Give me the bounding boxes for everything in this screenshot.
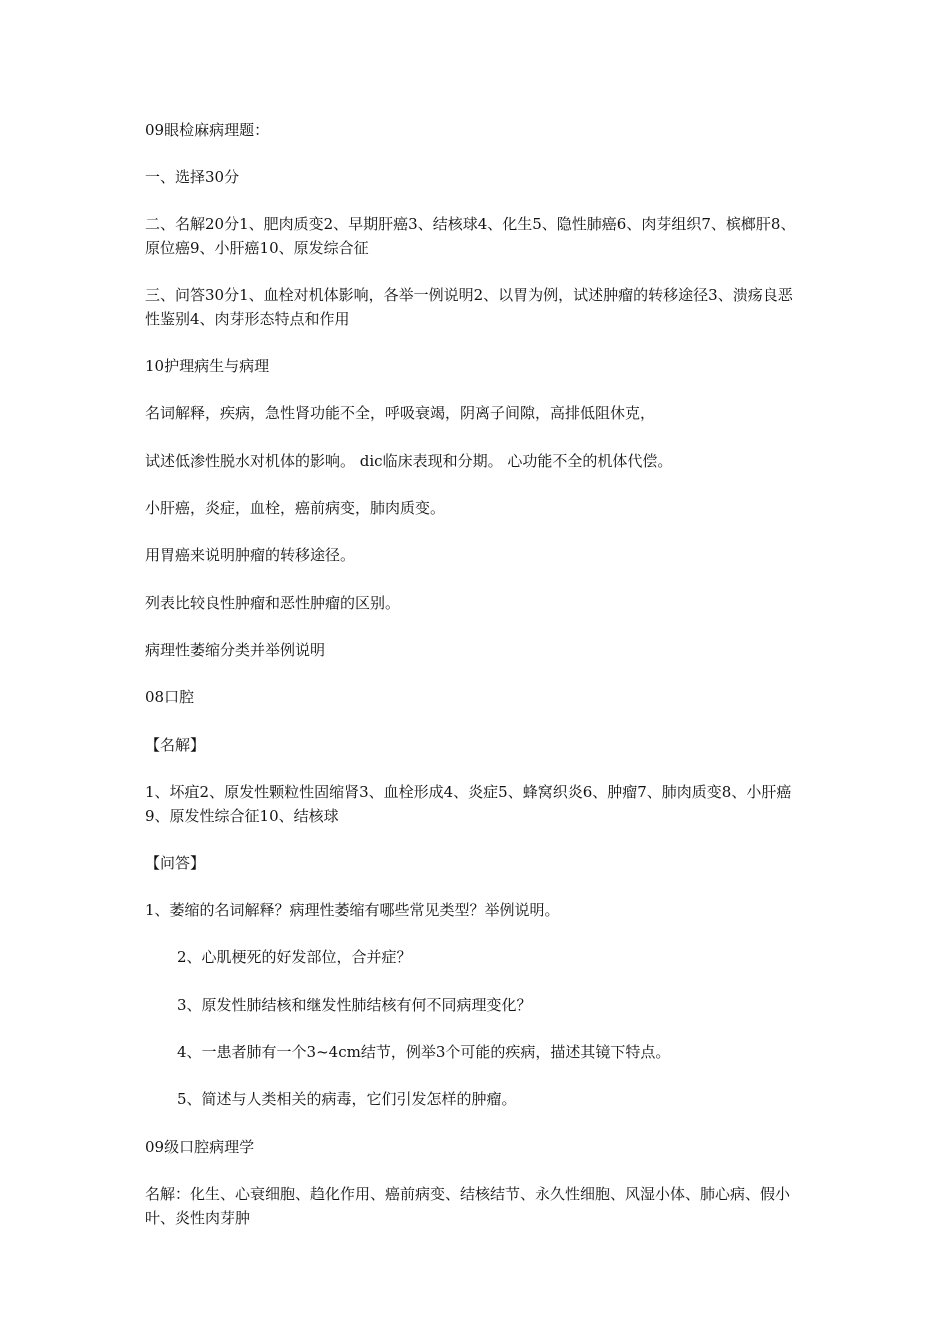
paragraph-questions: 试述低渗性脱水对机体的影响。 dic临床表现和分期。 心功能不全的机体代偿。 (145, 452, 673, 470)
section-choice: 一、选择30分 (145, 168, 240, 186)
question-4: 4、一患者肺有一个3~4cm结节，例举3个可能的疾病，描述其镜下特点。 (177, 1043, 671, 1061)
paragraph-metastasis: 用胃癌来说明肿瘤的转移途径。 (145, 546, 356, 564)
question-1: 1、萎缩的名词解释？病理性萎缩有哪些常见类型？举例说明。 (145, 901, 560, 919)
exam-title-09-eye: 09眼检麻病理题： (145, 121, 270, 139)
paragraph-tumor-compare: 列表比较良性肿瘤和恶性肿瘤的区别。 (145, 594, 401, 612)
question-2: 2、心肌梗死的好发部位，合并症？ (177, 948, 412, 966)
paragraph-atrophy: 病理性萎缩分类并举例说明 (145, 641, 326, 659)
exam-title-10-nursing: 10护理病生与病理 (145, 357, 270, 375)
paragraph-oral-terms: 名解：化生、心衰细胞、趋化作用、癌前病变、结核结节、永久性细胞、风湿小体、肺心病、假小叶、炎性肉芽肿 (145, 1185, 791, 1227)
list-terms: 1、坏疽2、原发性颗粒性固缩肾3、血栓形成4、炎症5、蜂窝织炎6、肿瘤7、肺肉质变8、小肝癌9、原发性综合征10、结核球 (145, 783, 792, 825)
section-questions: 三、问答30分1、血栓对机体影响，各举一例说明2、以胃为例，试述肿瘤的转移途径3、溃疡良恶性鉴别4、肉芽形态特点和作用 (145, 286, 793, 328)
paragraph-terms: 名词解释，疾病，急性肾功能不全，呼吸衰竭，阴离子间隙，高排低阻休克， (145, 404, 656, 422)
section-terms: 二、名解20分1、肥肉质变2、早期肝癌3、结核球4、化生5、隐性肺癌6、肉芽组织7、槟榔肝8、原位癌9、小肝癌10、原发综合征 (145, 215, 796, 257)
paragraph-topics: 小肝癌，炎症，血栓，癌前病变，肺肉质变。 (145, 499, 446, 517)
exam-title-08-oral: 08口腔 (145, 688, 195, 706)
question-5: 5、简述与人类相关的病毒，它们引发怎样的肿瘤。 (177, 1090, 517, 1108)
exam-title-09-oral: 09级口腔病理学 (145, 1138, 255, 1156)
question-3: 3、原发性肺结核和继发性肺结核有何不同病理变化？ (177, 996, 532, 1014)
heading-questions: 【问答】 (145, 854, 206, 872)
heading-terms: 【名解】 (145, 736, 206, 754)
